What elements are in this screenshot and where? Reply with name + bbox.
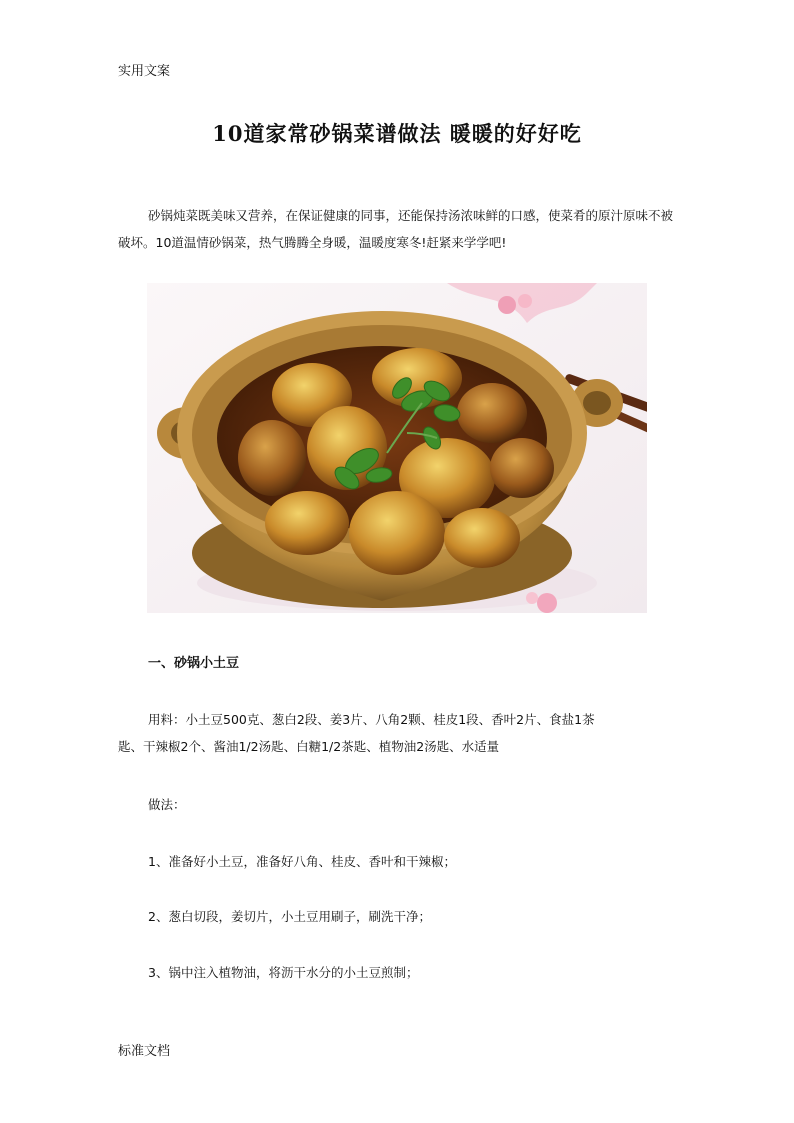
intro-paragraph: 砂锅炖菜既美味又营养，在保证健康的同事，还能保持汤浓味鲜的口感，使菜肴的原汁原味不被破坏。10道温情砂锅菜，热气腾腾全身暖，温暖度寒冬!赶紧来学学吧! xyxy=(118,208,674,250)
document-title: 10道家常砂锅菜谱做法 暖暖的好好吃 xyxy=(212,121,582,146)
ingredients-paragraph xyxy=(118,706,678,760)
method-label: 做法： xyxy=(148,797,186,812)
ingredients-line-1: 用料：小土豆500克、葱白2段、姜3片、八角2颗、桂皮1段、香叶2片、食盐1茶 xyxy=(148,712,595,727)
method-step: 3、锅中注入植物油，将沥干水分的小土豆煎制； xyxy=(148,965,419,980)
page-header: 实用文案 xyxy=(118,64,171,79)
method-step: 2、葱白切段，姜切片，小土豆用刷子，刷洗干净； xyxy=(148,909,431,924)
section-heading-clay-pot-potatoes: 一、砂锅小土豆 xyxy=(148,656,240,671)
ingredients-line-2: 匙、干辣椒2个、酱油1/2汤匙、白糖1/2茶匙、植物油2汤匙、水适量 xyxy=(118,739,500,754)
dish-photo xyxy=(147,283,647,613)
method-step: 1、准备好小土豆，准备好八角、桂皮、香叶和干辣椒； xyxy=(148,854,456,869)
page-footer: 标准文档 xyxy=(118,1044,171,1059)
